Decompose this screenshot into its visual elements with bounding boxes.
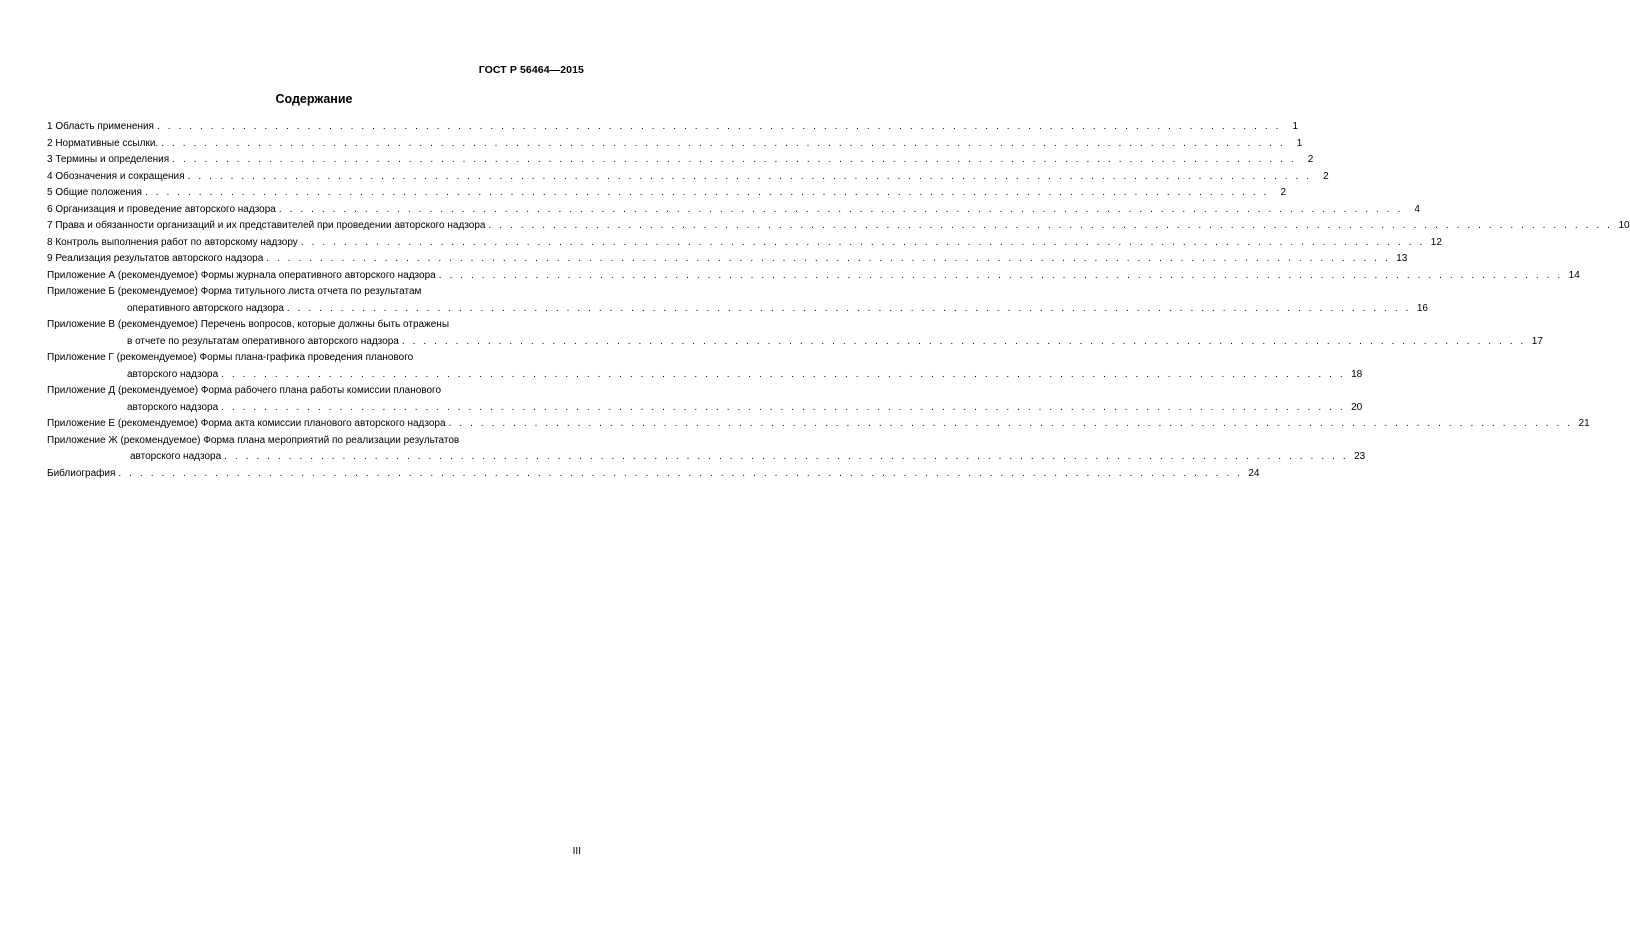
toc-entry-page: 13 [1396, 253, 1408, 264]
toc-entry[interactable] [47, 169, 1329, 186]
toc-entry-text-continued: оперативного авторского надзора [127, 302, 284, 314]
toc-entry-text: Приложение Б (рекомендуемое) Форма титульного листа отчета по результатам [47, 286, 422, 297]
toc-entry-page: 16 [1416, 302, 1428, 314]
toc-leader-dots: . . . . . . . . . . . . . . . . . . . . . . . . . . . . . . . . . . . . . . . . . . . . . . . . . . . . . . . . . . . . . . . . . . . . . . . . . . . . . . . . . . . . . . . . . . . . . . . . . . . . . . . . . [224, 451, 1349, 462]
toc-leader-dots: . . . . . . . . . . . . . . . . . . . . . . . . . . . . . . . . . . . . . . . . . . . . . . . . . . . . . . . . . . . . . . . . . . . . . . . . . . . . . . . . . . . . . . . . . . . . . . . . . . . . . . . . . [187, 170, 1312, 182]
toc-entry-page: 2 [1323, 170, 1329, 182]
toc-entry[interactable] [47, 433, 1366, 466]
toc-entry[interactable] [47, 317, 1543, 350]
toc-leader-dots: . . . . . . . . . . . . . . . . . . . . . . . . . . . . . . . . . . . . . . . . . . . . . . . . . . . . . . . . . . . . . . . . . . . . . . . . . . . . . . . . . . . . . . . . . . . . . . . . . . . . . . . . . [438, 269, 1563, 281]
toc-entry-page: 21 [1578, 418, 1590, 429]
toc-entry[interactable] [47, 218, 1630, 235]
toc-entry[interactable] [47, 350, 1363, 383]
toc-entry-text: 2 Нормативные ссылки. [47, 137, 159, 149]
toc-leader-dots: . . . . . . . . . . . . . . . . . . . . . . . . . . . . . . . . . . . . . . . . . . . . . . . . . . . . . . . . . . . . . . . . . . . . . . . . . . . . . . . . . . . . . . . . . . . . . . . . . . . . . . . . . [286, 302, 1411, 314]
toc-entry[interactable] [47, 185, 1287, 202]
toc-leader-dots: . . . . . . . . . . . . . . . . . . . . . . . . . . . . . . . . . . . . . . . . . . . . . . . . . . . . . . . . . . . . . . . . . . . . . . . . . . . . . . . . . . . . . . . . . . . . . . . . . . . . . . . . . [448, 418, 1573, 429]
toc-entry-text: 7 Права и обязанности организаций и их представителей при проведении авторского надзора [47, 220, 486, 231]
toc-entry-text: Приложение В (рекомендуемое) Перечень вопросов, которые должны быть отражены [47, 319, 450, 330]
toc-leader-dots: . . . . . . . . . . . . . . . . . . . . . . . . . . . . . . . . . . . . . . . . . . . . . . . . . . . . . . . . . . . . . . . . . . . . . . . . . . . . . . . . . . . . . . . . . . . . . . . . . . . . . . . . . [118, 467, 1243, 479]
toc-entry-page: 2 [1307, 154, 1314, 165]
toc-entry-text: Приложение Е (рекомендуемое) Форма акта комиссии планового авторского надзора [47, 418, 446, 429]
toc-entry[interactable] [47, 202, 1420, 219]
toc-entry-page: 12 [1430, 236, 1442, 248]
toc-entry[interactable] [47, 251, 1408, 268]
toc-leader-dots: . . . . . . . . . . . . . . . . . . . . . . . . . . . . . . . . . . . . . . . . . . . . . . . . . . . . . . . . . . . . . . . . . . . . . . . . . . . . . . . . . . . . . . . . . . . . . . . . . . . . . . . . . [161, 137, 1286, 149]
toc-entry-text: Приложение Д (рекомендуемое) Форма рабочего плана работы комиссии планового [47, 385, 442, 396]
toc-leader-dots: . . . . . . . . . . . . . . . . . . . . . . . . . . . . . . . . . . . . . . . . . . . . . . . . . . . . . . . . . . . . . . . . . . . . . . . . . . . . . . . . . . . . . . . . . . . . . . . . . . . . . . . . . [221, 401, 1346, 413]
toc-entry-text-continued: авторского надзора [130, 451, 222, 462]
toc-entry-page: 4 [1414, 203, 1420, 215]
toc-leader-dots: . . . . . . . . . . . . . . . . . . . . . . . . . . . . . . . . . . . . . . . . . . . . . . . . . . . . . . . . . . . . . . . . . . . . . . . . . . . . . . . . . . . . . . . . . . . . . . . . . . . . . . . . . [488, 220, 1613, 231]
toc-entry-page: 23 [1354, 451, 1366, 462]
toc-entry-text: Библиография [47, 467, 116, 479]
toc-entry[interactable] [47, 284, 1428, 317]
toc-entry[interactable] [47, 466, 1260, 483]
toc-leader-dots: . . . . . . . . . . . . . . . . . . . . . . . . . . . . . . . . . . . . . . . . . . . . . . . . . . . . . . . . . . . . . . . . . . . . . . . . . . . . . . . . . . . . . . . . . . . . . . . . . . . . . . . . . [144, 187, 1270, 198]
toc-leader-dots: . . . . . . . . . . . . . . . . . . . . . . . . . . . . . . . . . . . . . . . . . . . . . . . . . . . . . . . . . . . . . . . . . . . . . . . . . . . . . . . . . . . . . . . . . . . . . . . . . . . . . . . . . [401, 335, 1526, 347]
toc-entry-page: 20 [1351, 401, 1363, 413]
toc-entry-text: 8 Контроль выполнения работ по авторскому надзору [47, 236, 298, 248]
page-number: III [572, 846, 581, 857]
toc-leader-dots: . . . . . . . . . . . . . . . . . . . . . . . . . . . . . . . . . . . . . . . . . . . . . . . . . . . . . . . . . . . . . . . . . . . . . . . . . . . . . . . . . . . . . . . . . . . . . . . . . . . . . . . . . [266, 253, 1391, 264]
toc-entry[interactable] [47, 152, 1314, 169]
toc-entry-text-continued: авторского надзора [127, 401, 219, 413]
toc-leader-dots: . . . . . . . . . . . . . . . . . . . . . . . . . . . . . . . . . . . . . . . . . . . . . . . . . . . . . . . . . . . . . . . . . . . . . . . . . . . . . . . . . . . . . . . . . . . . . . . . . . . . . . . . . [221, 368, 1346, 380]
toc-leader-dots: . . . . . . . . . . . . . . . . . . . . . . . . . . . . . . . . . . . . . . . . . . . . . . . . . . . . . . . . . . . . . . . . . . . . . . . . . . . . . . . . . . . . . . . . . . . . . . . . . . . . . . . . . [172, 154, 1297, 165]
table-of-contents [47, 119, 1630, 482]
toc-entry[interactable] [47, 383, 1363, 416]
toc-entry-page: 2 [1280, 187, 1287, 198]
toc-entry-page: 1 [1296, 137, 1303, 149]
toc-entry[interactable] [47, 235, 1442, 252]
toc-entry-text-continued: в отчете по результатам оперативного авторского надзора [127, 335, 399, 347]
toc-entry-text: 9 Реализация результатов авторского надзора [47, 253, 264, 264]
toc-leader-dots: . . . . . . . . . . . . . . . . . . . . . . . . . . . . . . . . . . . . . . . . . . . . . . . . . . . . . . . . . . . . . . . . . . . . . . . . . . . . . . . . . . . . . . . . . . . . . . . . . . . . . . . . . [300, 236, 1425, 248]
toc-entry-page: 1 [1292, 121, 1299, 132]
toc-entry-text: Приложение А (рекомендуемое) Формы журнала оперативного авторского надзора [47, 269, 436, 281]
toc-entry-text: 1 Область применения [47, 121, 154, 132]
toc-entry-text: 3 Термины и определения [47, 154, 170, 165]
toc-entry-text: 4 Обозначения и сокращения [47, 170, 185, 182]
toc-entry-text: Приложение Г (рекомендуемое) Формы плана-графика проведения планового [47, 352, 414, 363]
toc-entry[interactable] [47, 119, 1299, 136]
toc-title: Содержание [275, 92, 353, 106]
toc-entry[interactable] [47, 136, 1303, 153]
toc-entry-text: Приложение Ж (рекомендуемое) Форма плана мероприятий по реализации результатов [47, 434, 460, 446]
toc-entry[interactable] [47, 268, 1580, 285]
toc-entry-page: 10 [1618, 220, 1630, 231]
toc-entry-text-continued: авторского надзора [127, 368, 219, 380]
toc-entry-page: 14 [1568, 269, 1580, 281]
toc-entry-text: 6 Организация и проведение авторского надзора [47, 203, 276, 215]
toc-entry-page: 18 [1351, 368, 1363, 380]
toc-leader-dots: . . . . . . . . . . . . . . . . . . . . . . . . . . . . . . . . . . . . . . . . . . . . . . . . . . . . . . . . . . . . . . . . . . . . . . . . . . . . . . . . . . . . . . . . . . . . . . . . . . . . . . . . . [278, 203, 1403, 215]
standard-code: ГОСТ Р 56464—2015 [478, 64, 584, 76]
toc-entry[interactable] [47, 416, 1590, 433]
toc-leader-dots: . . . . . . . . . . . . . . . . . . . . . . . . . . . . . . . . . . . . . . . . . . . . . . . . . . . . . . . . . . . . . . . . . . . . . . . . . . . . . . . . . . . . . . . . . . . . . . . . . . . . . . . . . [156, 121, 1282, 132]
toc-entry-page: 17 [1531, 335, 1543, 347]
toc-entry-text: 5 Общие положения [47, 187, 142, 198]
toc-entry-page: 24 [1248, 467, 1260, 479]
